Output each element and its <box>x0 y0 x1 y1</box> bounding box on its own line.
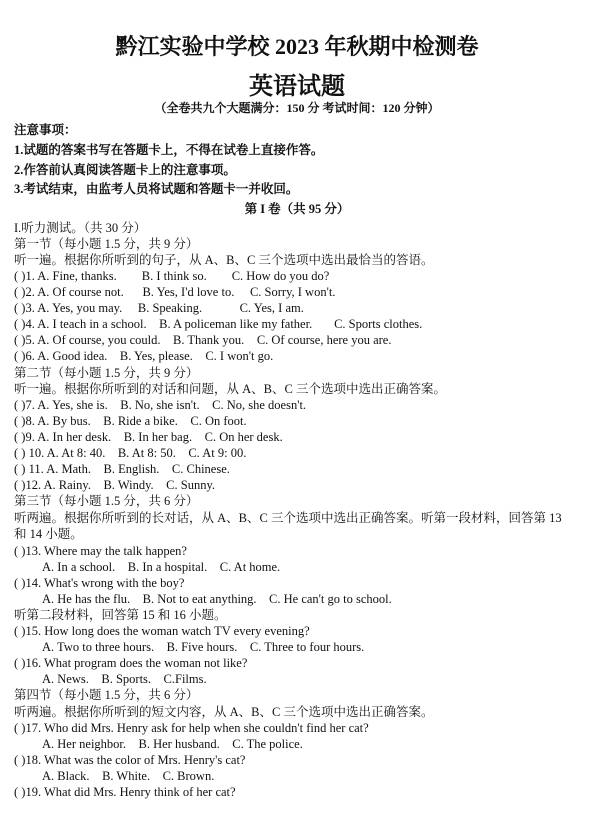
option-b: B. Five hours. <box>166 640 238 654</box>
options-row <box>42 559 280 575</box>
options-row <box>42 591 392 607</box>
option-b: B. Thank you. <box>173 333 245 347</box>
option-c: C. Sunny. <box>166 478 216 492</box>
option-a: A. Her neighbor. <box>42 737 127 751</box>
section-title: 第三节（每小题 1.5 分，共 6 分） <box>14 494 199 508</box>
option-b: B. I think so. <box>141 269 207 283</box>
question-number: ( )5. <box>14 333 35 347</box>
section-title: 第一节（每小题 1.5 分，共 9 分） <box>14 237 199 251</box>
option-a: A. By bus. <box>37 414 91 428</box>
option-a: A. Yes, you may. <box>37 301 123 315</box>
option-b: B. In a hospital. <box>127 560 208 574</box>
subject-title: 英语试题 <box>249 74 345 100</box>
volume-title: 第 I 卷（共 95 分） <box>244 202 350 216</box>
section-instructions: 听一遍。根据你所听到的对话和问题，从 A、B、C 三个选项中选出正确答案。 <box>14 382 446 396</box>
exam-title: 黔江实验中学校 2023 年秋期中检测卷 <box>115 34 479 59</box>
option-b: B. Windy. <box>103 478 154 492</box>
option-c: C. Brown. <box>162 769 215 783</box>
question-number: ( )8. <box>14 414 35 428</box>
question-row <box>14 268 329 284</box>
option-b: B. No, she isn't. <box>120 398 200 412</box>
options-row <box>42 671 207 687</box>
option-a: A. Good idea. <box>37 349 108 363</box>
section-instructions: 听一遍。根据你所听到的句子，从 A、B、C 三个选项中选出最恰当的答语。 <box>14 253 434 267</box>
option-c: C. Yes, I am. <box>239 301 304 315</box>
question-number: ( ) 10. <box>14 446 45 460</box>
question-row <box>14 445 246 461</box>
option-c: C. Chinese. <box>171 462 230 476</box>
question-stem: ( )17. Who did Mrs. Henry ask for help when she couldn't find her cat? <box>14 721 369 735</box>
option-b: B. In her bag. <box>123 430 193 444</box>
options-row <box>42 768 214 784</box>
question-stem: ( )15. How long does the woman watch TV every evening? <box>14 624 310 638</box>
question-row <box>14 348 273 364</box>
section-instructions-cont: 和 14 小题。 <box>14 527 83 541</box>
question-number: ( )4. <box>14 317 35 331</box>
options-row <box>42 736 303 752</box>
option-b: B. Not to eat anything. <box>142 592 257 606</box>
option-c: C. Three to four hours. <box>249 640 365 654</box>
option-a: A. In a school. <box>42 560 116 574</box>
exam-meta: （全卷共九个大题满分：150 分 考试时间：120 分钟） <box>154 101 440 115</box>
question-stem: ( )13. Where may the talk happen? <box>14 544 187 558</box>
question-number: ( )2. <box>14 285 35 299</box>
option-b: B. A policeman like my father. <box>159 317 313 331</box>
notes-heading: 注意事项： <box>14 123 77 137</box>
option-b: B. Her husband. <box>138 737 220 751</box>
question-number: ( ) 11. <box>14 462 44 476</box>
question-row <box>14 284 335 300</box>
option-a: A. He has the flu. <box>42 592 131 606</box>
question-number: ( )12. <box>14 478 42 492</box>
option-a: A. Rainy. <box>43 478 91 492</box>
question-number: ( )3. <box>14 301 35 315</box>
option-c: C. Sports clothes. <box>334 317 423 331</box>
option-c: C. He can't go to school. <box>269 592 392 606</box>
question-row <box>14 300 304 316</box>
question-number: ( )1. <box>14 269 35 283</box>
note-item: 3.考试结束，由监考人员将试题和答题卡一并收回。 <box>14 182 299 196</box>
section-title: 第四节（每小题 1.5 分，共 6 分） <box>14 688 199 702</box>
option-c: C. Of course, here you are. <box>256 333 392 347</box>
options-row <box>42 639 364 655</box>
section-instructions: 听两遍。根据你所听到的长对话，从 A、B、C 三个选项中选出正确答案。听第一段材料，回答第 13 <box>14 511 562 525</box>
option-b: B. Ride a bike. <box>103 414 178 428</box>
question-row <box>14 413 247 429</box>
part-title: I.听力测试。（共 30 分） <box>14 221 147 235</box>
material-note: 听第二段材料，回答第 15 和 16 小题。 <box>14 608 227 622</box>
question-stem: ( )16. What program does the woman not like? <box>14 656 248 670</box>
question-row <box>14 461 230 477</box>
option-a: A. News. <box>42 672 89 686</box>
question-stem: ( )14. What's wrong with the boy? <box>14 576 185 590</box>
option-c: C. At home. <box>219 560 281 574</box>
question-number: ( )9. <box>14 430 35 444</box>
question-row <box>14 429 283 445</box>
option-c: C. On foot. <box>190 414 247 428</box>
option-a: A. At 8: 40. <box>46 446 106 460</box>
section-title: 第二节（每小题 1.5 分，共 9 分） <box>14 366 199 380</box>
option-c: C. The police. <box>232 737 303 751</box>
question-stem: ( )19. What did Mrs. Henry think of her cat? <box>14 785 236 799</box>
option-b: B. Sports. <box>101 672 152 686</box>
question-row <box>14 316 422 332</box>
note-item: 2.作答前认真阅读答题卡上的注意事项。 <box>14 163 236 177</box>
option-c: C. No, she doesn't. <box>212 398 307 412</box>
option-a: A. Fine, thanks. <box>37 269 117 283</box>
option-b: B. Speaking. <box>137 301 203 315</box>
option-a: A. In her desk. <box>37 430 112 444</box>
option-a: A. Yes, she is. <box>37 398 108 412</box>
question-stem: ( )18. What was the color of Mrs. Henry's cat? <box>14 753 246 767</box>
question-number: ( )6. <box>14 349 35 363</box>
question-row <box>14 477 215 493</box>
option-a: A. Of course, you could. <box>37 333 161 347</box>
option-a: A. Math. <box>46 462 91 476</box>
section-instructions: 听两遍。根据你所听到的短文内容，从 A、B、C 三个选项中选出正确答案。 <box>14 705 434 719</box>
option-b: B. Yes, please. <box>119 349 193 363</box>
option-c: C.Films. <box>163 672 207 686</box>
option-a: A. Black. <box>42 769 90 783</box>
option-b: B. English. <box>103 462 160 476</box>
option-b: B. At 8: 50. <box>117 446 176 460</box>
option-b: B. White. <box>102 769 151 783</box>
option-b: B. Yes, I'd love to. <box>142 285 235 299</box>
question-row <box>14 332 391 348</box>
option-c: C. I won't go. <box>205 349 274 363</box>
option-c: C. At 9: 00. <box>188 446 247 460</box>
note-item: 1.试题的答案书写在答题卡上，不得在试卷上直接作答。 <box>14 143 324 157</box>
option-a: A. I teach in a school. <box>37 317 147 331</box>
option-a: A. Of course not. <box>37 285 124 299</box>
option-c: C. How do you do? <box>231 269 330 283</box>
question-number: ( )7. <box>14 398 35 412</box>
question-row <box>14 397 306 413</box>
option-c: C. Sorry, I won't. <box>249 285 336 299</box>
option-c: C. On her desk. <box>204 430 283 444</box>
option-a: A. Two to three hours. <box>42 640 155 654</box>
